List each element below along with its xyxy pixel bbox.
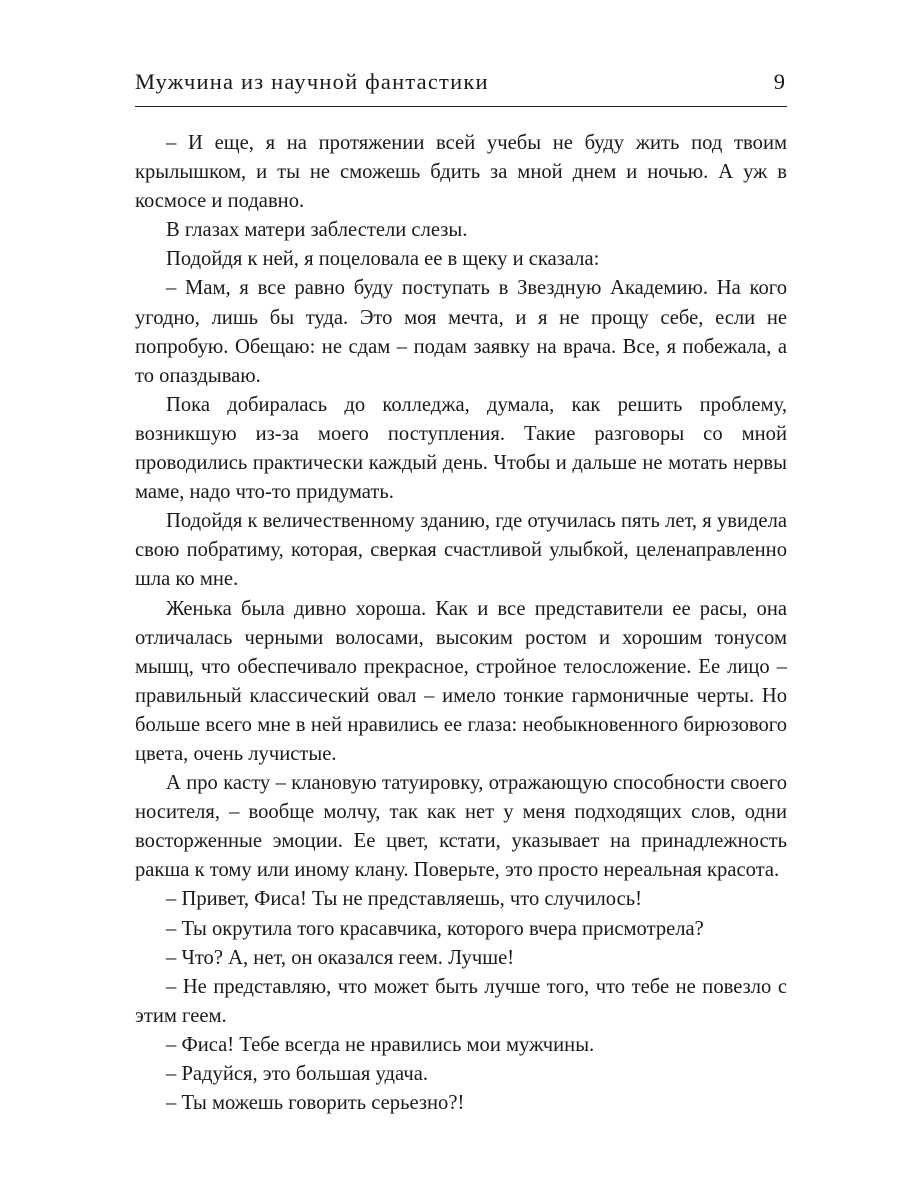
paragraph: – Ты можешь говорить серьезно?! bbox=[166, 1092, 465, 1115]
paragraph: – Привет, Фиса! Ты не представляешь, что случилось! bbox=[166, 888, 642, 911]
paragraph: Подойдя к величественному зданию, где отучилась пять лет, я увидела свою побратиму, которая, сверкая счастливой улыбкой, целенаправленно шла ко мне. bbox=[135, 510, 787, 591]
page-number: 9 bbox=[773, 69, 785, 94]
running-title: Мужчина из научной фантастики bbox=[135, 69, 489, 94]
paragraph: – Не представляю, что может быть лучше того, что тебе не повезло с этим геем. bbox=[135, 975, 787, 1027]
paragraph: А про касту – клановую татуировку, отражающую способности своего носителя, – вообще молчу, так как нет у меня подходящих слов, одни восторженные эмоции. Ее цвет, кстати, указывает на принадлежность ракша к тому или иному клану. Поверьте, это просто нереальная красота. bbox=[135, 772, 787, 882]
paragraph: Подойдя к ней, я поцеловала ее в щеку и сказала: bbox=[166, 248, 600, 271]
paragraph: Пока добиралась до колледжа, думала, как решить проблему, возникшую из-за моего поступления. Такие разговоры со мной проводились практически каждый день. Чтобы и дальше не мотать нервы маме, надо что-то придумать. bbox=[135, 393, 787, 504]
body-text bbox=[135, 129, 787, 1118]
paragraph: – Радуйся, это большая удача. bbox=[166, 1063, 428, 1085]
paragraph: – Мам, я все равно буду поступать в Звездную Академию. На кого угодно, лишь бы туда. Это моя мечта, и я не прощу себе, если не попробую. Обещаю: не сдам – подам заявку на врача. Все, я побежала, а то опаздываю. bbox=[135, 277, 787, 387]
paragraph: – Ты окрутила того красавчика, которого вчера присмотрела? bbox=[166, 917, 704, 940]
paragraph: В глазах матери заблестели слезы. bbox=[166, 219, 468, 242]
paragraph: – И еще, я на протяжении всей учебы не буду жить под твоим крылышком, и ты не сможешь бдить за мной днем и ночью. А уж в космосе и подавно. bbox=[135, 132, 787, 213]
paragraph: – Что? А, нет, он оказался геем. Лучше! bbox=[166, 946, 515, 969]
paragraph: Женька была дивно хороша. Как и все представители ее расы, она отличалась черными волосами, высоким ростом и хорошим тонусом мышц, что обеспечивало прекрасное, стройное телосложение. Ее лицо – правильный классический овал – имело тонкие гармоничные черты. Но больше всего мне в ней нравились ее глаза: необыкновенного бирюзового цвета, очень лучистые. bbox=[135, 597, 787, 765]
page-header bbox=[135, 66, 787, 107]
paragraph: – Фиса! Тебе всегда не нравились мои мужчины. bbox=[166, 1033, 595, 1056]
